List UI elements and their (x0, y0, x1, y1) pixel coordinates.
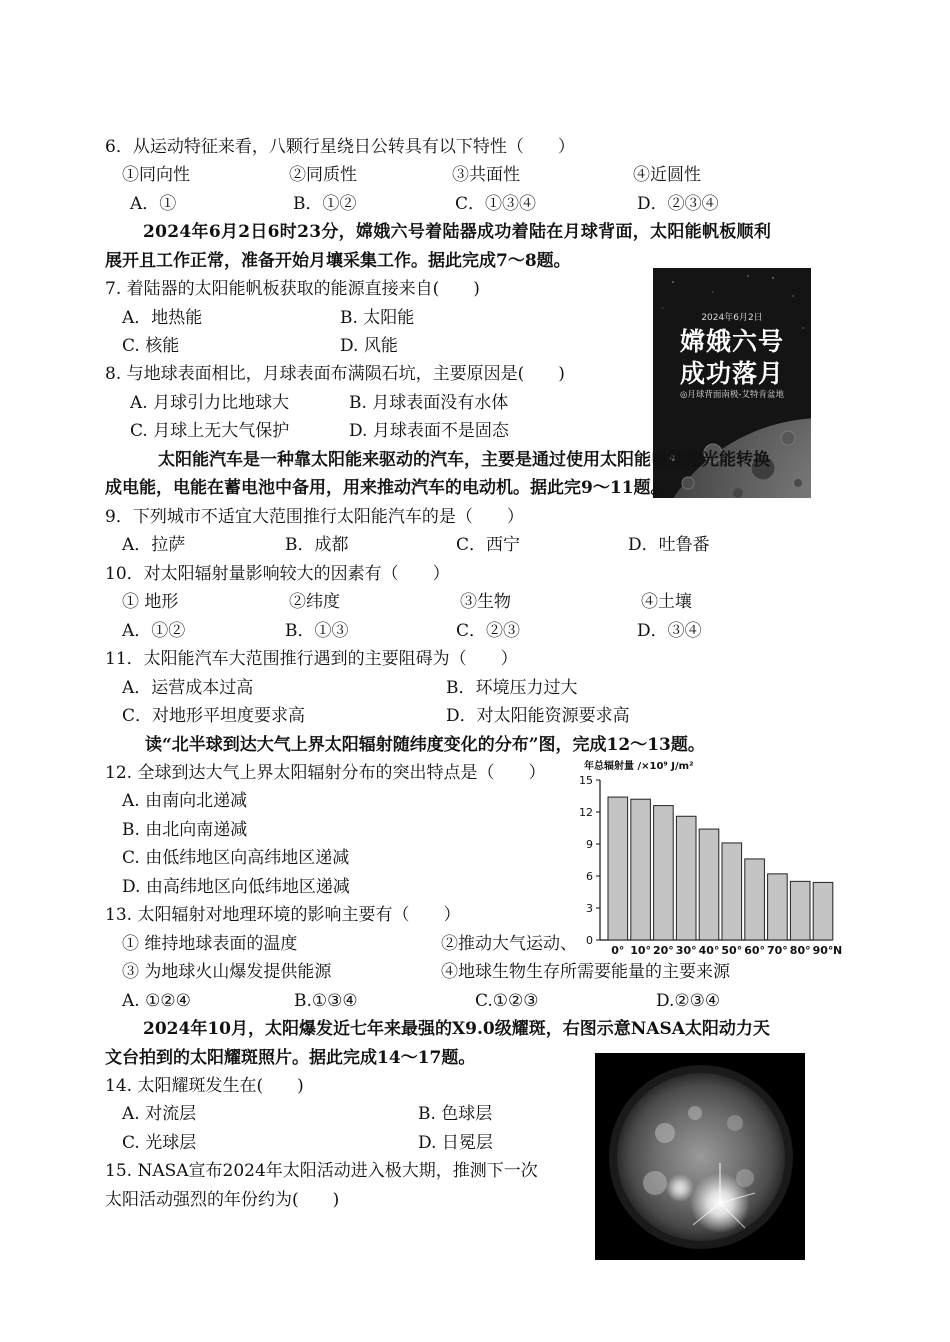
q11-option-c: C．对地形平坦度要求高 (122, 706, 306, 726)
x-tick-label: 40° (698, 944, 720, 957)
bar (631, 799, 651, 940)
q6-option-b: B．①② (293, 194, 357, 214)
q12-option-a: A. 由南向北递减 (122, 791, 248, 811)
q11-stem: 11．太阳能汽车大范围推行遇到的主要阻碍为（ ） (105, 649, 518, 669)
y-tick-label: 9 (586, 838, 593, 851)
q14-option-d: D. 日冕层 (418, 1133, 493, 1153)
q7-option-b: B. 太阳能 (340, 308, 415, 328)
solar-radiation-chart (548, 755, 848, 965)
q11-option-b: B．环境压力过大 (446, 678, 578, 698)
x-tick-label: 10° (630, 944, 652, 957)
q9-stem: 9．下列城市不适宜大范围推行太阳能汽车的是（ ） (105, 507, 524, 527)
x-tick-label: 30° (675, 944, 697, 957)
q10-option-a: A．①② (122, 621, 186, 641)
q8-option-c: C. 月球上无大气保护 (130, 421, 290, 441)
bar (813, 882, 833, 940)
q10-option-c: C．②③ (456, 621, 521, 641)
q8-option-b: B. 月球表面没有水体 (349, 393, 509, 413)
q10-item-1: ① 地形 (122, 592, 179, 612)
bar (722, 843, 742, 940)
y-tick-label: 3 (586, 902, 593, 915)
q12-option-b: B. 由北向南递减 (122, 820, 248, 840)
q10-option-d: D．③④ (637, 621, 702, 641)
q10-item-2: ②纬度 (289, 592, 340, 612)
q6-item-3: ③共面性 (452, 165, 520, 185)
q11-option-a: A．运营成本过高 (122, 678, 254, 698)
poster-date: 2024年6月2日 (701, 313, 763, 323)
y-tick-label: 15 (579, 774, 593, 787)
intro-14-17-line1: 2024年10月，太阳爆发近七年来最强的X9.0级耀斑，右图示意NASA太阳动力天 (143, 1019, 770, 1039)
q12-stem: 12. 全球到达大气上界太阳辐射分布的突出特点是（ ） (105, 763, 546, 783)
intro-12-13: 读“北半球到达大气上界太阳辐射随纬度变化的分布”图，完成12～13题。 (145, 735, 705, 755)
sun-graphic (595, 1053, 805, 1260)
q7-stem: 7. 着陆器的太阳能帆板获取的能源直接来自( ) (105, 279, 480, 299)
bar (608, 797, 628, 940)
y-tick-label: 12 (579, 806, 593, 819)
q10-item-4: ④土壤 (641, 592, 692, 612)
bar (745, 859, 765, 940)
q13-item-2: ②推动大气运动、 (441, 934, 577, 954)
bar (676, 816, 696, 940)
q6-option-d: D．②③④ (637, 194, 719, 214)
intro-7-8-line2: 展开且工作正常，准备开始月壤采集工作。据此完成7～8题。 (105, 251, 571, 271)
bar (790, 881, 810, 940)
intro-14-17-line2: 文台拍到的太阳耀斑照片。据此完成14～17题。 (105, 1048, 476, 1068)
x-tick-label: 90° (812, 944, 834, 957)
solar-radiation-chart-svg (548, 755, 848, 965)
poster-title-line2: 成功落月 (679, 359, 784, 388)
x-tick-label: 50° (721, 944, 743, 957)
solar-flare-photo (595, 1053, 805, 1260)
q13-option-d: D.②③④ (656, 991, 721, 1011)
q14-option-c: C. 光球层 (122, 1133, 197, 1153)
q9-option-d: D．吐鲁番 (628, 535, 710, 555)
y-tick-label: 6 (586, 870, 593, 883)
poster-title-line1: 嫦娥六号 (679, 327, 784, 356)
x-tick-label: 20° (652, 944, 674, 957)
bar (654, 806, 674, 940)
q10-stem: 10．对太阳辐射量影响较大的因素有（ ） (105, 564, 450, 584)
q8-option-d: D. 月球表面不是固态 (349, 421, 509, 441)
x-tick-label: 80° (789, 944, 811, 957)
q11-option-d: D．对太阳能资源要求高 (446, 706, 630, 726)
chart-title: 年总辐射量 /×10⁹ J/m² (584, 761, 694, 772)
q14-stem: 14. 太阳耀斑发生在( ) (105, 1076, 304, 1096)
q13-option-c: C.①②③ (475, 991, 539, 1011)
q8-stem: 8. 与地球表面相比，月球表面布满陨石坑，主要原因是( ) (105, 364, 565, 384)
bar (768, 874, 788, 940)
q12-option-d: D. 由高纬地区向低纬地区递减 (122, 877, 350, 897)
q13-item-3: ③ 为地球火山爆发提供能源 (122, 962, 332, 982)
q10-option-b: B．①③ (285, 621, 349, 641)
q6-item-4: ④近圆性 (633, 165, 701, 185)
q9-option-c: C．西宁 (456, 535, 521, 555)
q8-option-a: A. 月球引力比地球大 (130, 393, 290, 413)
q13-item-1: ① 维持地球表面的温度 (122, 934, 298, 954)
q9-option-a: A．拉萨 (122, 535, 186, 555)
intro-9-11-line1: 太阳能汽车是一种靠太阳能来驱动的汽车，主要是通过使用太阳能电池把光能转换 (158, 450, 770, 470)
poster-subtitle: ◎月球背面南极-艾特肯盆地 (680, 390, 784, 400)
q7-option-d: D. 风能 (340, 336, 398, 356)
q6-item-2: ②同质性 (289, 165, 357, 185)
q15-line1: 15. NASA宣布2024年太阳活动进入极大期，推测下一次 (105, 1161, 538, 1181)
bar (699, 829, 719, 940)
q7-option-c: C. 核能 (122, 336, 180, 356)
q13-item-4: ④地球生物生存所需要能量的主要来源 (441, 962, 730, 982)
y-tick-label: 0 (586, 934, 593, 947)
q13-stem: 13. 太阳辐射对地理环境的影响主要有（ ） (105, 905, 461, 925)
x-tick-label: 0° (611, 944, 625, 957)
q12-option-c: C. 由低纬地区向高纬地区递减 (122, 848, 350, 868)
q13-option-b: B.①③④ (294, 991, 358, 1011)
q9-option-b: B．成都 (285, 535, 349, 555)
q6-option-c: C．①③④ (455, 194, 537, 214)
q6-stem: 6．从运动特征来看，八颗行星绕日公转具有以下特性（ ） (105, 137, 575, 157)
q13-option-a: A. ①②④ (122, 991, 191, 1011)
q10-item-3: ③生物 (460, 592, 511, 612)
x-tick-label: 70° (766, 944, 788, 957)
q14-option-b: B. 色球层 (418, 1104, 493, 1124)
q7-option-a: A．地热能 (122, 308, 203, 328)
q15-line2: 太阳活动强烈的年份约为( ) (105, 1190, 340, 1210)
intro-9-11-line2: 成电能，电能在蓄电池中备用，用来推动汽车的电动机。据此完9～11题。 (105, 478, 668, 498)
x-axis-end-label: N (833, 944, 843, 957)
intro-7-8-line1: 2024年6月2日6时23分，嫦娥六号着陆器成功着陆在月球背面，太阳能帆板顺利 (143, 222, 772, 242)
q6-item-1: ①同向性 (122, 165, 190, 185)
q14-option-a: A. 对流层 (122, 1104, 197, 1124)
q6-option-a: A．① (130, 194, 177, 214)
x-tick-label: 60° (744, 944, 766, 957)
